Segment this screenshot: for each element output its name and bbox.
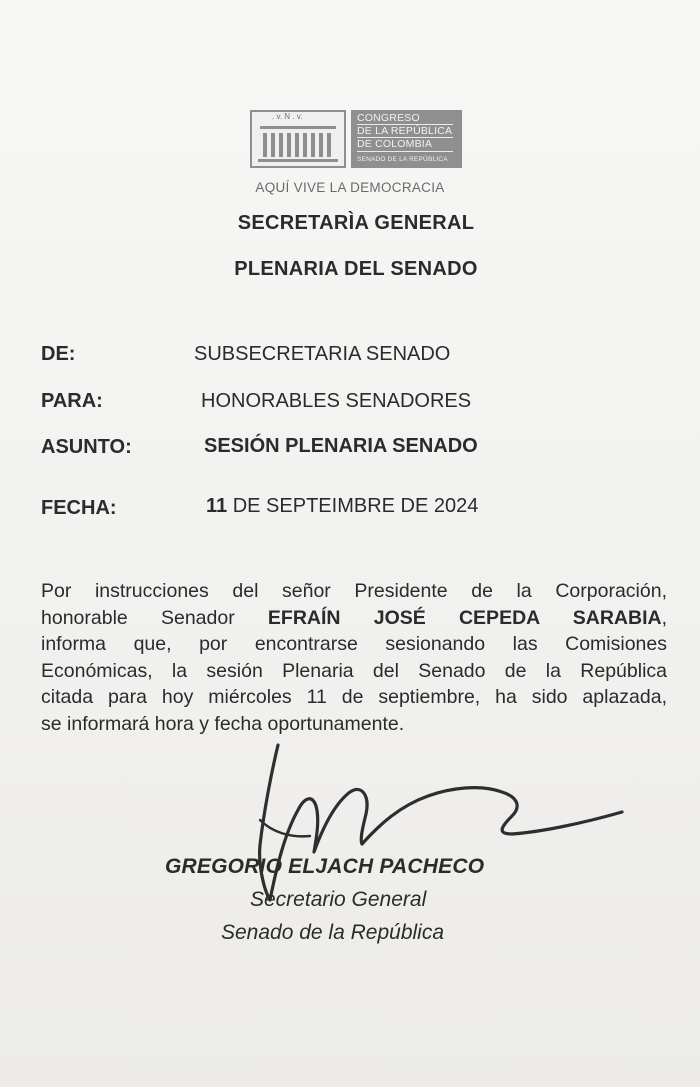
logo-line-3: DE COLOMBIA bbox=[357, 138, 433, 150]
document-title: SECRETARÌA GENERAL bbox=[237, 212, 475, 234]
field-label-asunto: ASUNTO: bbox=[41, 436, 132, 458]
logo-line-1: CONGRESO bbox=[357, 112, 420, 124]
field-label-para: PARA: bbox=[41, 390, 103, 412]
logo-line-2: DE LA REPÚBLICA bbox=[357, 125, 453, 137]
logo-divider bbox=[357, 124, 453, 125]
logo-divider bbox=[357, 137, 453, 138]
logo-divider bbox=[357, 151, 453, 152]
fecha-day: 11 bbox=[206, 495, 228, 517]
congress-logo bbox=[250, 106, 462, 168]
fecha-rest: DE SEPTEIMBRE DE 2024 bbox=[232, 495, 479, 517]
signatory-name: GREGORIO ELJACH PACHECO bbox=[165, 855, 485, 878]
body-line-5: citada para hoy miércoles 11 de septiembre, ha sido aplazada, bbox=[41, 686, 667, 708]
body-line-4: Económicas, la sesión Plenaria del Senado de la República bbox=[41, 659, 667, 682]
signatory-role: Secretario General bbox=[250, 888, 427, 911]
handwritten-signature bbox=[250, 740, 630, 910]
body-line-2-suffix: , bbox=[661, 606, 667, 629]
field-value-asunto: SESIÓN PLENARIA SENADO bbox=[204, 435, 478, 457]
document-subtitle: PLENARIA DEL SENADO bbox=[234, 258, 478, 280]
logo-text-box bbox=[351, 110, 462, 168]
signatory-office: Senado de la República bbox=[221, 921, 445, 944]
svg-text:. v. N . v.: . v. N . v. bbox=[272, 112, 303, 121]
body-line-2-prefix: honorable Senador bbox=[41, 606, 235, 629]
field-label-fecha: FECHA: bbox=[41, 497, 117, 519]
field-label-de: DE: bbox=[41, 343, 76, 365]
field-value-de: SUBSECRETARIA SENADO bbox=[194, 343, 451, 365]
field-value-fecha bbox=[206, 495, 478, 518]
body-paragraph bbox=[41, 578, 667, 737]
body-line-2 bbox=[41, 605, 667, 632]
field-value-para: HONORABLES SENADORES bbox=[201, 390, 472, 412]
capitol-emblem-icon bbox=[250, 106, 346, 168]
president-name: EFRAÍN JOSÉ CEPEDA SARABIA bbox=[267, 606, 662, 629]
logo-subline: SENADO DE LA REPÚBLICA bbox=[357, 156, 448, 163]
logo-motto: AQUÍ VIVE LA DEMOCRACIA bbox=[255, 180, 445, 195]
body-line-1: Por instrucciones del señor Presidente de la Corporación, bbox=[41, 580, 667, 602]
body-line-3: informa que, por encontrarse sesionando las Comisiones bbox=[41, 633, 667, 655]
body-line-6: se informará hora y fecha oportunamente. bbox=[41, 712, 405, 735]
